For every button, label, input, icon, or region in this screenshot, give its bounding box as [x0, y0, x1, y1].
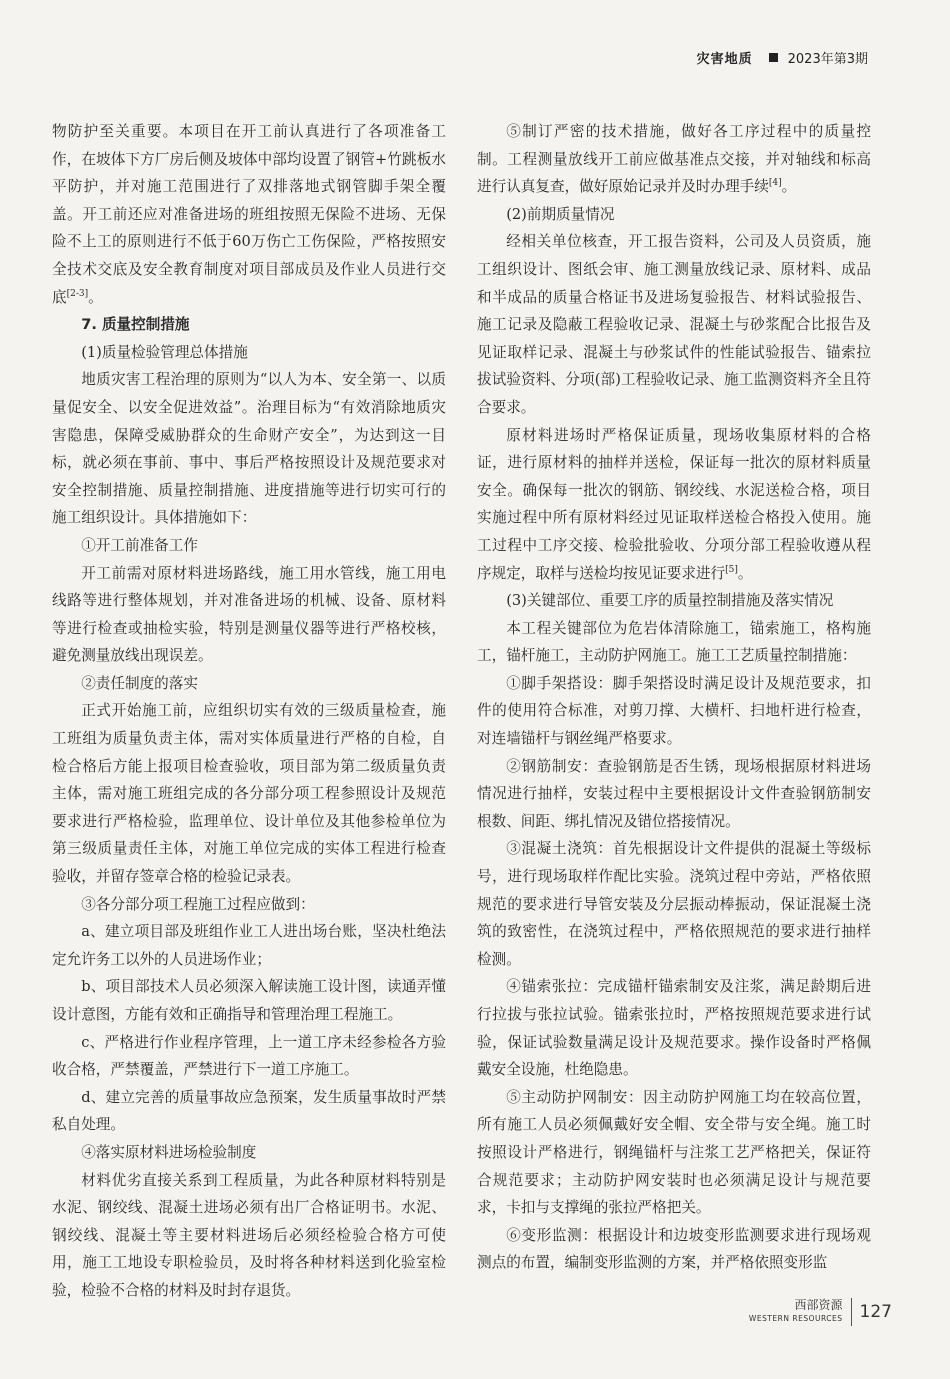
item-heading: ④落实原材料进场检验制度 [81, 1143, 257, 1161]
section-heading: 7. 质量控制措施 [81, 316, 190, 334]
citation: [2-3] [66, 288, 89, 299]
citation: [5] [725, 564, 738, 575]
paragraph: ⑤制订严密的技术措施，做好各工序过程中的质量控制。工程测量放线开工前应做基准点交接，并对轴线和标高进行认真复查，做好原始记录并及时办理手续[4]。 [477, 123, 871, 196]
list-item: ③混凝土浇筑：首先根据设计文件提供的混凝土等级标号，进行现场取样作配比实验。浇筑过程中旁站，严格依照规范的要求进行导管安装及分层振动棒振动，保证混凝土浇筑的致密性，在浇筑过程中，严格依照规范的要求进行抽样检测。 [477, 840, 871, 968]
square-bullet-icon [769, 53, 778, 62]
paragraph: 材料优劣直接关系到工程质量，为此各种原材料特别是水泥、钢绞线、混凝土进场必须有出厂合格证明书。水泥、钢绞线、混凝土等主要材料进场后必须经检验合格方可使用，施工工地设专职检验员，及时将各种材料送到化验室检验，检验不合格的材料及时封存退货。 [52, 1171, 446, 1299]
subsection-heading: (1)质量检验管理总体措施 [81, 343, 248, 361]
item-heading: ①开工前准备工作 [81, 536, 198, 554]
citation: [4] [768, 178, 782, 189]
paragraph: 本工程关键部位为危岩体清除施工，锚索施工，格构施工，锚杆施工，主动防护网施工。施工工艺质量控制措施： [477, 619, 871, 665]
list-item: b、项目部技术人员必须深入解读施工设计图，读通弄懂设计意图，方能有效和正确指导和管理治理工程施工。 [52, 978, 446, 1023]
left-column [52, 118, 446, 1305]
page-footer [749, 1298, 892, 1326]
right-column [477, 118, 871, 1277]
list-item: ②钢筋制安：查验钢筋是否生锈，现场根据原材料进场情况进行抽样，安装过程中主要根据设计文件查验钢筋制安根数、间距、绑扎情况及错位搭接情况。 [477, 757, 871, 830]
running-header [697, 48, 868, 67]
footer-brand [749, 1299, 843, 1325]
footer-divider [851, 1298, 852, 1326]
paragraph: 地质灾害工程治理的原则为“以人为本、安全第一、以质量促安全、以安全促进效益”。治理目标为“有效消除地质灾害隐患，保障受威胁群众的生命财产安全”，为达到这一目标，就必须在事前、事中、事后严格按照设计及规范要求对安全控制措施、质量控制措施、进度措施等进行切实可行的施工组织设计。具体措施如下： [52, 371, 446, 527]
list-item: ①脚手架搭设：脚手架搭设时满足设计及规范要求，扣件的使用符合标准，对剪刀撑、大横杆、扫地杆进行检查，对连墙锚杆与钢丝绳严格要求。 [477, 674, 871, 748]
paragraph: 正式开始施工前，应组织切实有效的三级质量检查，施工班组为质量负责主体，需对实体质量进行严格的自检，自检合格后方能上报项目检查验收，项目部为第二级质量负责主体，需对施工班组完成的各分部分项工程参照设计及规范要求进行严格检验，监理单位、设计单位及其他参检单位为第三级质量责任主体，对施工单位完成的实体工程进行检查验收，并留存签章合格的检验记录表。 [52, 702, 446, 886]
paragraph: 原材料进场时严格保证质量，现场收集原材料的合格证，进行原材料的抽样并送检，保证每一批次的原材料质量安全。确保每一批次的钢筋、钢绞线、水泥送检合格，项目实施过程中所有原材料经过见证取样送检合格投入使用。施工过程中工序交接、检验批验收、分项分部工程验收遵从程序规定，取样与送检均按见证要求进行[5]。 [477, 426, 871, 582]
journal-name: 灾害地质 [696, 52, 753, 67]
issue-label: 2023年第3期 [787, 52, 868, 67]
page-number: 127 [859, 1302, 892, 1322]
item-heading: ③各分部分项工程施工过程应做到： [81, 895, 315, 913]
subsection-heading: (3)关键部位、重要工序的质量控制措施及落实情况 [506, 592, 834, 610]
paragraph: 经相关单位核查，开工报告资料，公司及人员资质，施工组织设计、图纸会审、施工测量放线记录、原材料、成品和半成品的质量合格证书及进场复验报告、材料试验报告、施工记录及隐蔽工程验收记录、混凝土与砂浆配合比报告及见证取样记录、混凝土与砂浆试件的性能试验报告、锚索拉拔试验资料、分项(部)工程验收记录、施工监测资料齐全且符合要求。 [477, 233, 871, 416]
list-item: c、严格进行作业程序管理，上一道工序未经参检各方验收合格，严禁覆盖，严禁进行下一道工序施工。 [52, 1033, 446, 1079]
item-heading: ②责任制度的落实 [81, 674, 198, 692]
paragraph: 物防护至关重要。本项目在开工前认真进行了各项准备工作，在坡体下方厂房后侧及坡体中部均设置了钢管+竹跳板水平防护，并对施工范围进行了双排落地式钢管脚手架全覆盖。开工前还应对准备进场的班组按照无保险不进场、无保险不上工的原则进行不低于60万伤亡工伤保险，严格按照安全技术交底及安全教育制度对项目部成员及作业人员进行交底[2-3]。 [52, 123, 446, 306]
list-item: a、建立项目部及班组作业工人进出场台账，坚决杜绝法定允许务工以外的人员进场作业； [52, 923, 446, 968]
subsection-heading: (2)前期质量情况 [506, 205, 615, 223]
list-item: ④锚索张拉：完成锚杆锚索制安及注浆，满足龄期后进行拉拔与张拉试验。锚索张拉时，严格按照规范要求进行试验，保证试验数量满足设计及规范要求。操作设备时严格佩戴安全设施，杜绝隐患。 [477, 978, 871, 1079]
brand-name-cn: 西部资源 [794, 1298, 843, 1312]
list-item: ⑥变形监测：根据设计和边坡变形监测要求进行现场观测点的布置，编制变形监测的方案，并严格依照变形监 [477, 1226, 871, 1272]
list-item: d、建立完善的质量事故应急预案，发生质量事故时严禁私自处理。 [52, 1088, 446, 1134]
paragraph: 开工前需对原材料进场路线，施工用水管线，施工用电线路等进行整体规划，并对准备进场的机械、设备、原材料等进行检查或抽检实验，特别是测量仪器等进行严格校核，避免测量放线出现误差。 [52, 564, 446, 665]
list-item: ⑤主动防护网制安：因主动防护网施工均在较高位置，所有施工人员必须佩戴好安全帽、安全带与安全绳。施工时按照设计严格进行，钢绳锚杆与注浆工艺严格把关，保证符合规范要求；主动防护网安装时也必须满足设计与规范要求，卡扣与支撑绳的张拉严格把关。 [477, 1088, 871, 1217]
brand-name-en: WESTERN RESOURCES [748, 1314, 843, 1323]
